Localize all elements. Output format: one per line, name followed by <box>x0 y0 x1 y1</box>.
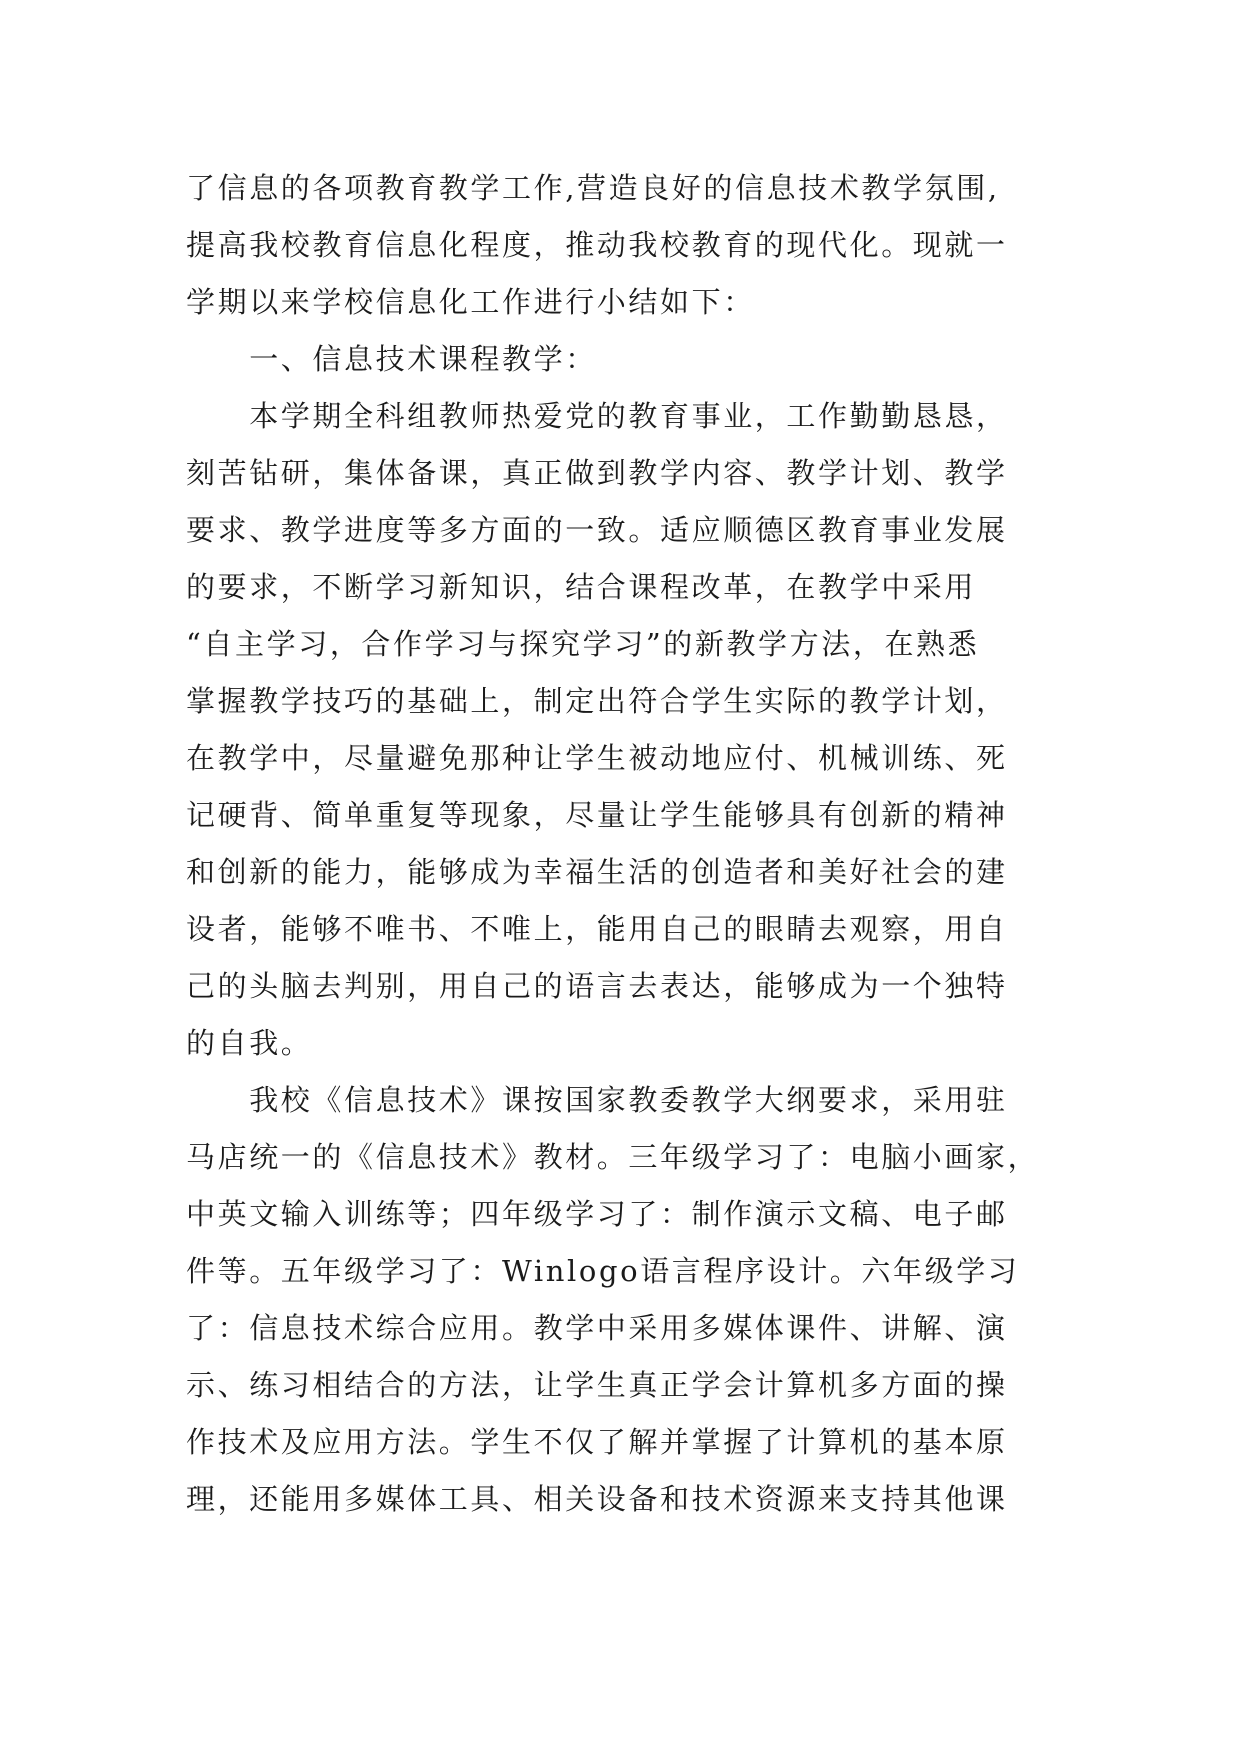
text-line: 刻苦钻研，集体备课，真正做到教学内容、教学计划、教学 <box>186 456 1008 490</box>
text-line: 了信息的各项教育教学工作,营造良好的信息技术教学氛围, <box>186 171 1000 205</box>
text-line: 提高我校教育信息化程度，推动我校教育的现代化。现就一 <box>186 228 1008 262</box>
text-line: 理，还能用多媒体工具、相关设备和技术资源来支持其他课 <box>186 1482 1008 1516</box>
text-line: 我校《信息技术》课按国家教委教学大纲要求，采用驻 <box>186 1083 1008 1117</box>
text-line: 件等。五年级学习了：Winlogo语言程序设计。六年级学习 <box>186 1254 1020 1288</box>
text-line: “自主学习，合作学习与探究学习”的新教学方法，在熟悉 <box>186 627 980 661</box>
text-line: 学期以来学校信息化工作进行小结如下： <box>186 285 755 319</box>
text-line: 马店统一的《信息技术》教材。三年级学习了：电脑小画家， <box>186 1140 1040 1174</box>
text-line: 记硬背、简单重复等现象，尽量让学生能够具有创新的精神 <box>186 798 1008 832</box>
text-line: 示、练习相结合的方法，让学生真正学会计算机多方面的操 <box>186 1368 1008 1402</box>
text-line: 了：信息技术综合应用。教学中采用多媒体课件、讲解、演 <box>186 1311 1008 1345</box>
text-line: 本学期全科组教师热爱党的教育事业，工作勤勤恳恳， <box>186 399 1008 433</box>
text-line: 的自我。 <box>186 1026 313 1060</box>
body-text <box>186 160 1066 1528</box>
text-line: 作技术及应用方法。学生不仅了解并掌握了计算机的基本原 <box>186 1425 1008 1459</box>
section-heading: 一、信息技术课程教学： <box>186 342 597 376</box>
text-line: 中英文输入训练等；四年级学习了：制作演示文稿、电子邮 <box>186 1197 1008 1231</box>
text-line: 和创新的能力，能够成为幸福生活的创造者和美好社会的建 <box>186 855 1008 889</box>
text-line: 己的头脑去判别，用自己的语言去表达，能够成为一个独特 <box>186 969 1008 1003</box>
text-line: 设者，能够不唯书、不唯上，能用自己的眼睛去观察，用自 <box>186 912 1008 946</box>
text-line: 掌握教学技巧的基础上，制定出符合学生实际的教学计划， <box>186 684 1008 718</box>
text-line: 的要求，不断学习新知识，结合课程改革，在教学中采用 <box>186 570 977 604</box>
text-line: 要求、教学进度等多方面的一致。适应顺德区教育事业发展 <box>186 513 1008 547</box>
text-line: 在教学中，尽量避免那种让学生被动地应付、机械训练、死 <box>186 741 1008 775</box>
